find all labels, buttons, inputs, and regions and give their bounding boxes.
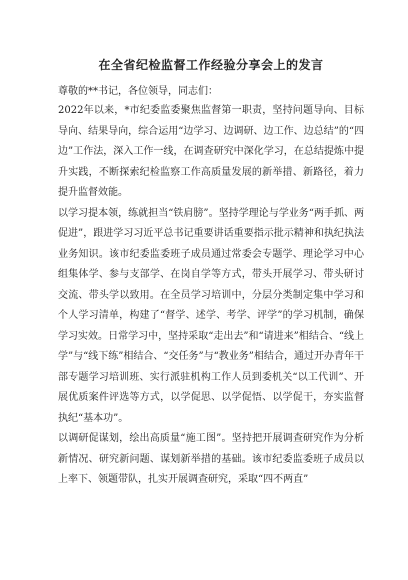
- paragraph-learning: 以学习提本领，练就担当“铁肩膀”。坚持学理论与学业务“两手抓、两促进”，跟进学习习近平总书记重要讲话重要指示批示精神和执纪执法业务知识。该市纪委监委班子成员通过常委会专题学、理论学习中心组集体学、参与支部学、在岗自学等方式，带头开展学习、带头研讨交流、带头学以致用。在全员学习培训中，分层分类制定集中学习和个人学习清单，构建了“督学、述学、考学、评学”的学习机制，确保学习实效。日常学习中，坚持采取“走出去”和“请进来”相结合、“线上学”与“线下练”相结合、“交任务”与“教业务”相结合，通过开办青年干部专题学习培训班、实行派驻机构工作人员到委机关“以工代训”、开展优质案件评选等方式，以学促思、以学促悟、以学促干，夯实监督执纪“基本功”。: [58, 207, 364, 424]
- paragraph-intro: 2022年以来，*市纪委监委聚焦监督第一职责，坚持问题导向、目标导向、结果导向，综合运用“边学习、边调研、边工作、边总结”的“四边”工作法，深入工作一线，在调查研究中深化学习，在总结提炼中提升实践，不断探索纪检监察工作高质量发展的新举措、新路径，着力提升监督效能。: [58, 105, 364, 198]
- salutation: 尊敬的**书记，各位领导，同志们：: [58, 86, 218, 97]
- document-title: 在全省纪检监督工作经验分享会上的发言: [98, 58, 324, 72]
- paragraph-research: 以调研促谋划，绘出高质量“施工图”。坚持把开展调查研究作为分析新情况、研究新问题、谋划新举措的基础。该市纪委监委班子成员以上率下、领题带队，扎实开展调查研究，采取“四不两直”: [58, 433, 364, 485]
